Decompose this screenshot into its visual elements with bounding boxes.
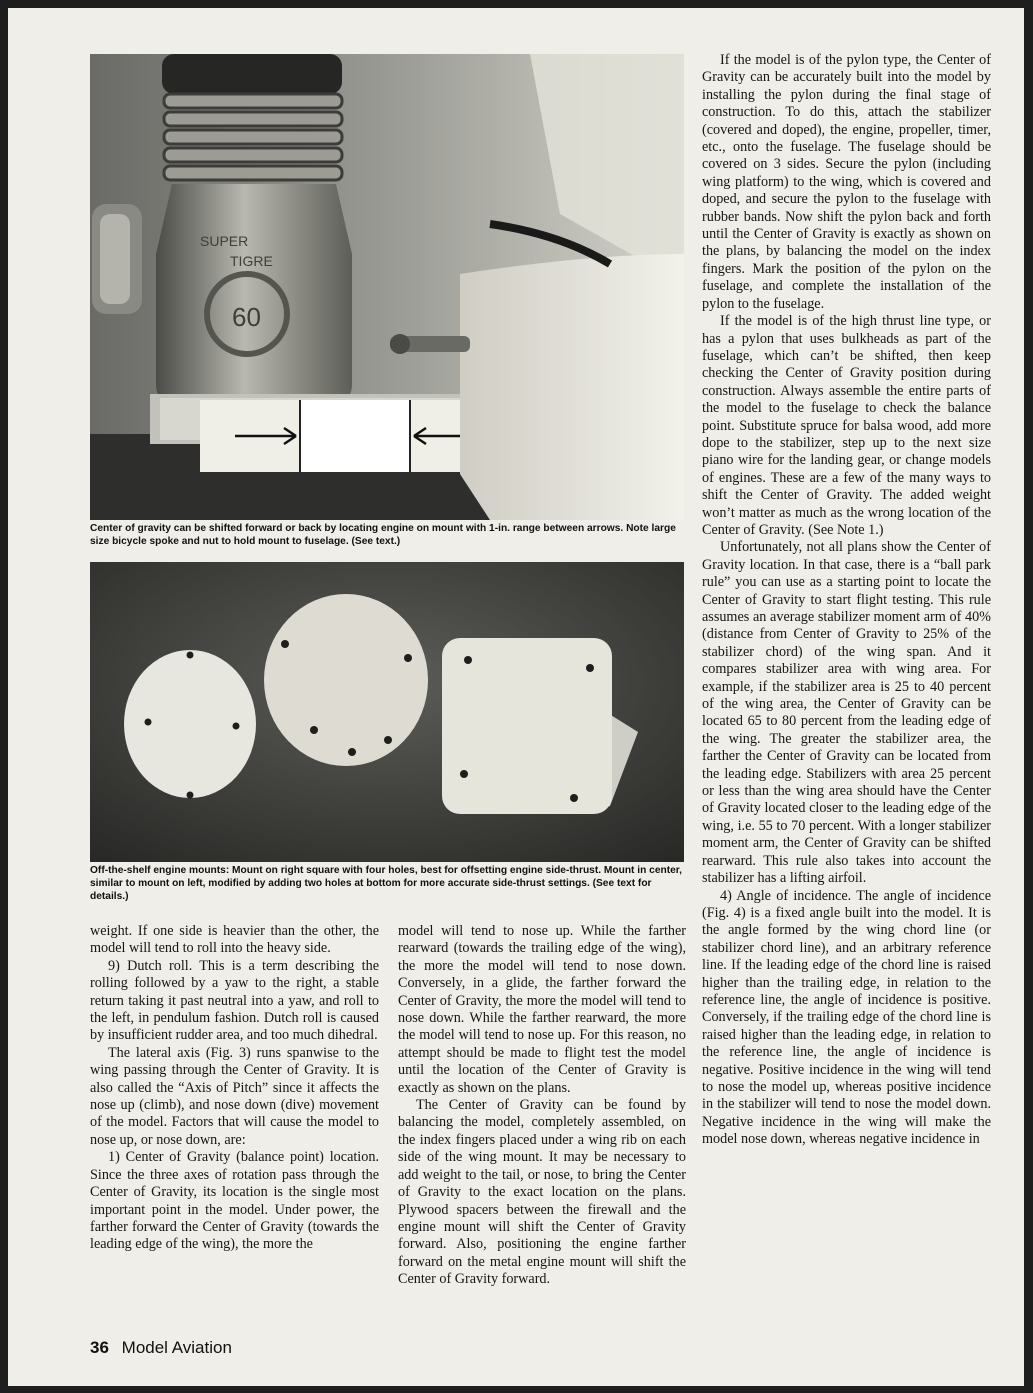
engine-mounts-caption: Off-the-shelf engine mounts: Mount on right square with four holes, best for offsetting engine side-thrust. Mount in center, similar to mount on left, modified by adding two holes at bottom for more accurate side-thrust settings. (See text for details.) (90, 865, 682, 902)
paragraph: If the model is of the pylon type, the Center of Gravity can be accurately built into the model by installing the pylon during the final stage of construction. To do this, attach the stabilizer (covered and doped), the engine, propeller, timer, etc., onto the fuselage. The fuselage should be covered on 3 sides. Secure the pylon (including wing platform) to the wing, which is covered and doped, and secure the pylon to the fuselage with rubber bands. Now shift the pylon back and forth until the Center of Gravity is exactly as shown on the plans, by balancing the model on the index fingers. Mark the position of the pylon on the fuselage, and complete the installation of the pylon to the fuselage. (702, 52, 991, 312)
page-number: 36 (90, 1338, 109, 1357)
paragraph: weight. If one side is heavier than the other, the model will tend to roll into the heavy side. (90, 923, 379, 957)
engine-mounts-photo (90, 562, 684, 862)
paragraph: 9) Dutch roll. This is a term describing the rolling followed by a yaw to the right, a stable return taking it past neutral into a yaw, and roll to the left, in pendulum fashion. Dutch roll is caused by insufficient rudder area, and too much dihedral. (90, 957, 379, 1044)
engine-size-label: 60 (232, 302, 261, 332)
paragraph: The lateral axis (Fig. 3) runs spanwise to the wing passing through the Center of Gravity. It is also called the “Axis of Pitch” since it affects the nose up (climb), and nose down (dive) movement of the model. Factors that will cause the model to nose up, or nose down, are: (90, 1044, 379, 1148)
paragraph: 4) Angle of incidence. The angle of incidence (Fig. 4) is a fixed angle built into the model. It is the angle formed by the wing chord line (or stabilizer chord line), and an arbitrary reference line. If the leading edge of the chord line is raised higher than the trailing edge, in relation to the reference line, the angle of incidence is positive. Conversely, if the trailing edge of the chord line is raised higher than the leading edge, in relation to the reference line, the angle of incidence is negative. Positive incidence in the wing will tend to nose the model up, whereas positive incidence in the stabilizer will tend to nose the model down. Negative incidence in the wing will make the model nose down, whereas negative incidence in (702, 887, 991, 1148)
paragraph: 1) Center of Gravity (balance point) location. Since the three axes of rotation pass through the Center of Gravity, its location is the single most important point in the model. Under power, the farther forward the Center of Gravity (towards the leading edge of the wing), the more the (90, 1149, 379, 1253)
paragraph: Unfortunately, not all plans show the Center of Gravity location. In that case, there is a “ball park rule” you can use as a starting point to locate the Center of Gravity to start flight testing. This rule assumes an average stabilizer moment arm of 40% (distance from Center of Gravity to 25% of the stabilizer chord) of the wing span. And it compares stabilizer area with wing area. For example, if the stabilizer area is 25 to 40 percent of the wing area, the Center of Gravity can be located 65 to 80 percent from the leading edge of the wing. The greater the stabilizer area, the farther the Center of Gravity can be located from the leading edge. Stabilizers with area 25 percent or less than the wing area should have the Center of Gravity located closer to the leading edge of the wing, i.e. 55 to 70 percent. With a longer stabilizer moment arm, the Center of Gravity can be shifted rearward. This rule also takes into account the stabilizer has a lifting airfoil. (702, 539, 991, 887)
paragraph: If the model is of the high thrust line type, or has a pylon that uses bulkheads as part of the fuselage, which can’t be shifted, then keep checking the Center of Gravity position during construction. Always assemble the entire parts of the model to the fuselage to check the balance point. Substitute spruce for balsa wood, add more dope to the stabilizer, step up to the next size piano wire for the landing gear, or change models of engines. These are a few of the many ways to shift the Center of Gravity. The added weight won’t matter as much as the wrong location of the Center of Gravity. (See Note 1.) (702, 313, 991, 538)
engine-photo-caption: Center of gravity can be shifted forward or back by locating engine on mount with 1-in. range between arrows. Note large size bicycle spoke and nut to hold mount to fuselage. (See text.) (90, 523, 676, 547)
magazine-page (8, 8, 1024, 1386)
middle-text-column (398, 923, 686, 1289)
paragraph: The Center of Gravity can be found by balancing the model, completely assembled, on the index fingers placed under a wing rib on each side of the wing mount. It may be necessary to add weight to the tail, or nose, to bring the Center of Gravity to the exact location on the plans. Plywood spacers between the firewall and the engine mount will shift the Center of Gravity forward. Also, positioning the engine farther forward on the metal engine mount will shift the Center of Gravity forward. (398, 1097, 686, 1288)
page-footer (90, 1338, 232, 1358)
engine-photo (90, 54, 684, 520)
left-text-column (90, 923, 379, 1254)
engine-label-super: SUPER (200, 233, 249, 249)
engine-label-tigre: TIGRE (230, 253, 273, 269)
paragraph: model will tend to nose up. While the farther rearward (towards the trailing edge of the wing), the more the model will tend to nose down. Conversely, in a glide, the farther forward the Center of Gravity, the more the model will tend to nose down. While the farther rearward, the more the model will tend to nose up. For this reason, no attempt should be made to flight test the model until the location of the Center of Gravity is exactly as shown on the plans. (398, 923, 686, 1096)
magazine-title: Model Aviation (121, 1338, 232, 1357)
right-text-column (702, 52, 991, 1149)
